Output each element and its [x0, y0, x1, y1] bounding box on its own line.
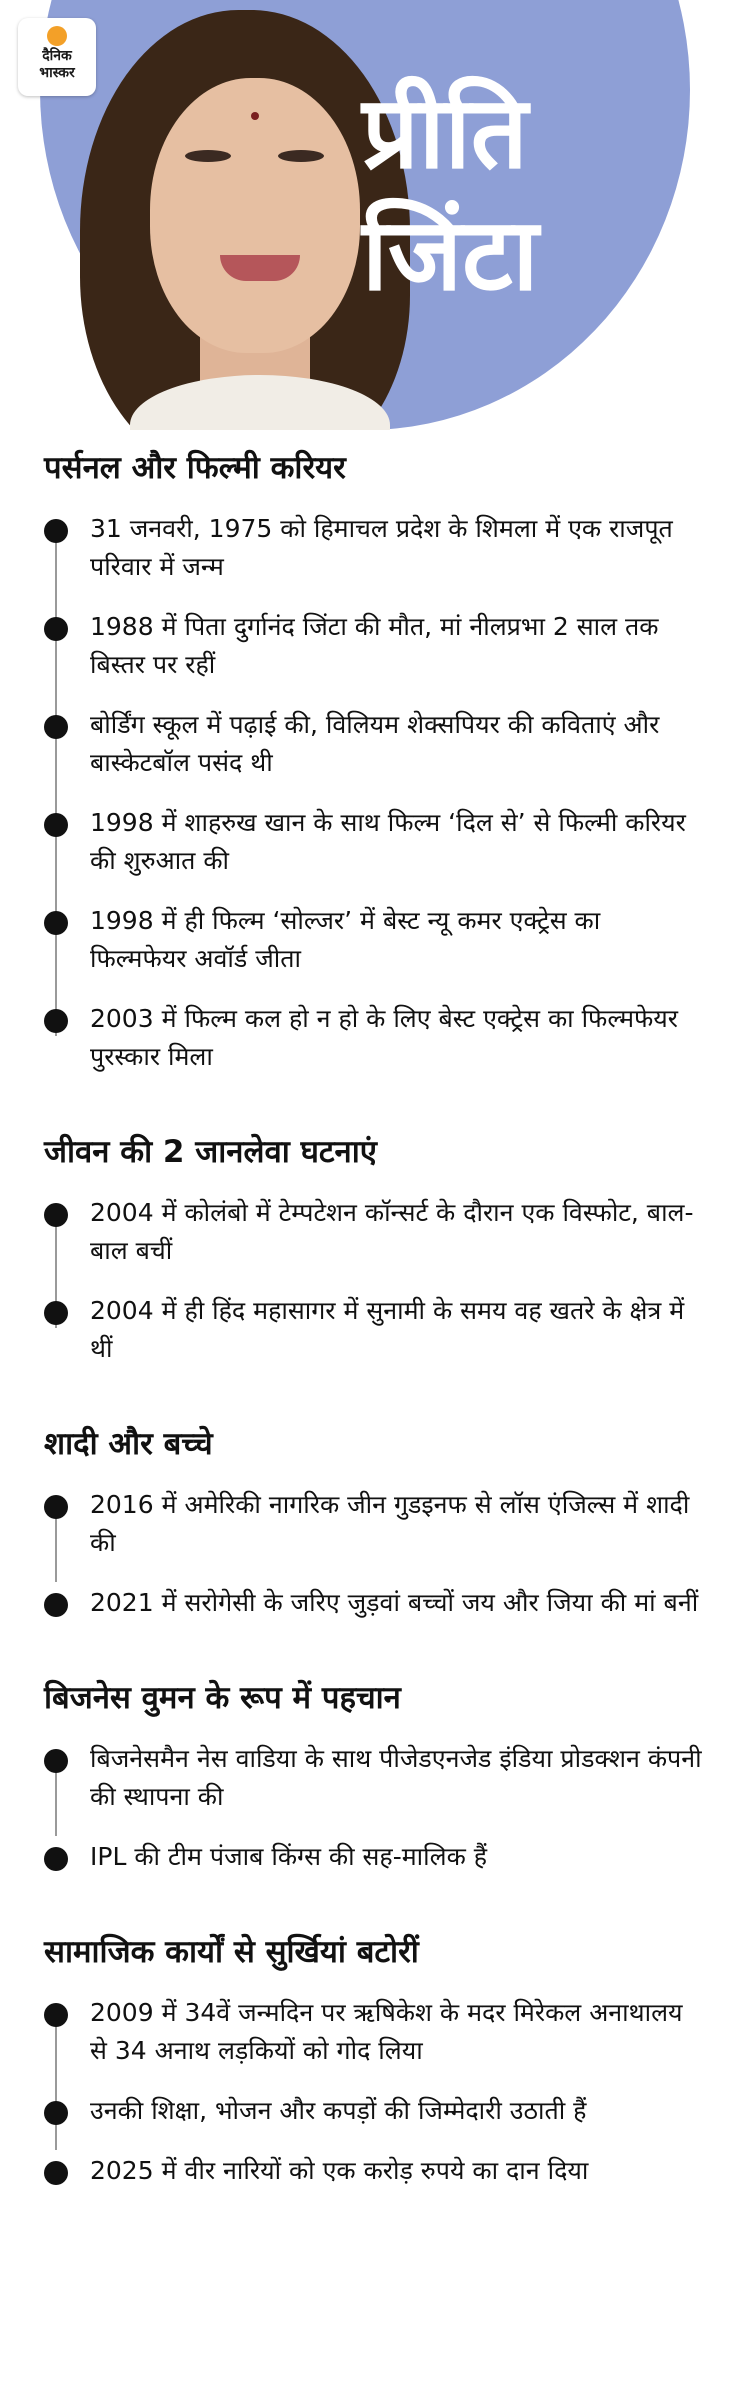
hero-banner — [0, 0, 730, 430]
bullet-dot-icon — [44, 1301, 68, 1325]
timeline-item — [44, 706, 704, 782]
portrait-right-eye — [278, 150, 324, 162]
bullet-dot-icon — [44, 2161, 68, 2185]
bullet-dot-icon — [44, 1495, 68, 1519]
timeline-item-text: 1998 में शाहरुख खान के साथ फिल्म ‘दिल से’ से फिल्मी करियर की शुरुआत की — [90, 808, 686, 875]
timeline-item — [44, 608, 704, 684]
timeline-item-text: 2003 में फिल्म कल हो न हो के लिए बेस्ट एक्ट्रेस का फिल्मफेयर पुरस्कार मिला — [90, 1004, 679, 1071]
timeline-list — [44, 1486, 704, 1622]
timeline-item-text: 1988 में पिता दुर्गानंद जिंटा की मौत, मां नीलप्रभा 2 साल तक बिस्तर पर रहीं — [90, 612, 659, 679]
bullet-dot-icon — [44, 1203, 68, 1227]
timeline-item-text: 2021 में सरोगेसी के जरिए जुड़वां बच्चों जय और जिया की मां बनीं — [90, 1588, 699, 1617]
content — [44, 448, 704, 2246]
portrait-bindi — [251, 112, 259, 120]
timeline-item — [44, 1740, 704, 1816]
section-heading: पर्सनल और फिल्मी करियर — [44, 450, 346, 486]
logo-line-2: भास्कर — [39, 65, 75, 81]
section-heading: बिजनेस वुमन के रूप में पहचान — [44, 1680, 401, 1716]
timeline-item-text: 2009 में 34वें जन्मदिन पर ऋषिकेश के मदर मिरेकल अनाथालय से 34 अनाथ लड़कियों को गोद लिया — [90, 1998, 683, 2065]
bullet-dot-icon — [44, 1847, 68, 1871]
section-marriage-children — [44, 1424, 704, 1622]
timeline-item-text: बिजनेसमैन नेस वाडिया के साथ पीजेडएनजेड इंडिया प्रोडक्शन कंपनी की स्थापना की — [90, 1744, 702, 1811]
timeline-item-text: 2025 में वीर नारियों को एक करोड़ रुपये का दान दिया — [90, 2156, 589, 2185]
timeline-item — [44, 510, 704, 586]
timeline-item — [44, 804, 704, 880]
timeline-item-text: 1998 में ही फिल्म ‘सोल्जर’ में बेस्ट न्यू कमर एक्ट्रेस का फिल्मफेयर अवॉर्ड जीता — [90, 906, 601, 973]
timeline-item-text: उनकी शिक्षा, भोजन और कपड़ों की जिम्मेदारी उठाती हैं — [90, 2096, 587, 2125]
timeline-list — [44, 1194, 704, 1368]
timeline-item — [44, 902, 704, 978]
timeline-item — [44, 1994, 704, 2070]
bullet-dot-icon — [44, 617, 68, 641]
sun-icon — [47, 26, 67, 46]
section-heading: सामाजिक कार्यों से सुर्खियां बटोरीं — [44, 1934, 419, 1970]
timeline-list — [44, 1740, 704, 1876]
dainik-bhaskar-logo — [18, 18, 96, 96]
section-business-woman — [44, 1678, 704, 1876]
timeline-list — [44, 1994, 704, 2190]
timeline-item — [44, 1194, 704, 1270]
timeline-item — [44, 1838, 704, 1876]
logo-line-1: दैनिक — [42, 48, 72, 64]
timeline-item — [44, 1584, 704, 1622]
portrait-left-eye — [185, 150, 231, 162]
timeline-list — [44, 510, 704, 1076]
timeline-item — [44, 2092, 704, 2130]
timeline-item-text: 31 जनवरी, 1975 को हिमाचल प्रदेश के शिमला में एक राजपूत परिवार में जन्म — [90, 514, 673, 581]
timeline-item-text: 2016 में अमेरिकी नागरिक जीन गुडइनफ से लॉस एंजिल्स में शादी की — [90, 1490, 690, 1557]
section-life-threatening-incidents — [44, 1132, 704, 1368]
timeline-item-text: IPL की टीम पंजाब किंग्स की सह-मालिक हैं — [90, 1842, 488, 1871]
timeline-item — [44, 1486, 704, 1562]
timeline-item — [44, 1000, 704, 1076]
timeline-item-text: 2004 में ही हिंद महासागर में सुनामी के समय वह खतरे के क्षेत्र में थीं — [90, 1296, 685, 1363]
bullet-dot-icon — [44, 1009, 68, 1033]
bullet-dot-icon — [44, 1749, 68, 1773]
bullet-dot-icon — [44, 1593, 68, 1617]
bullet-dot-icon — [44, 813, 68, 837]
bullet-dot-icon — [44, 2101, 68, 2125]
section-heading: शादी और बच्चे — [44, 1426, 213, 1462]
section-personal-film-career — [44, 448, 704, 1076]
bullet-dot-icon — [44, 715, 68, 739]
title-line-1: प्रीति — [362, 74, 528, 191]
bullet-dot-icon — [44, 911, 68, 935]
page-title — [362, 72, 538, 316]
timeline-item-text: बोर्डिंग स्कूल में पढ़ाई की, विलियम शेक्सपियर की कविताएं और बास्केटबॉल पसंद थी — [90, 710, 660, 777]
timeline-item — [44, 1292, 704, 1368]
bullet-dot-icon — [44, 519, 68, 543]
timeline-item — [44, 2152, 704, 2190]
bullet-dot-icon — [44, 2003, 68, 2027]
section-social-work — [44, 1932, 704, 2190]
timeline-item-text: 2004 में कोलंबो में टेम्पटेशन कॉन्सर्ट के दौरान एक विस्फोट, बाल-बाल बचीं — [90, 1198, 694, 1265]
section-heading: जीवन की 2 जानलेवा घटनाएं — [44, 1134, 377, 1170]
title-line-2: जिंटा — [362, 196, 539, 313]
